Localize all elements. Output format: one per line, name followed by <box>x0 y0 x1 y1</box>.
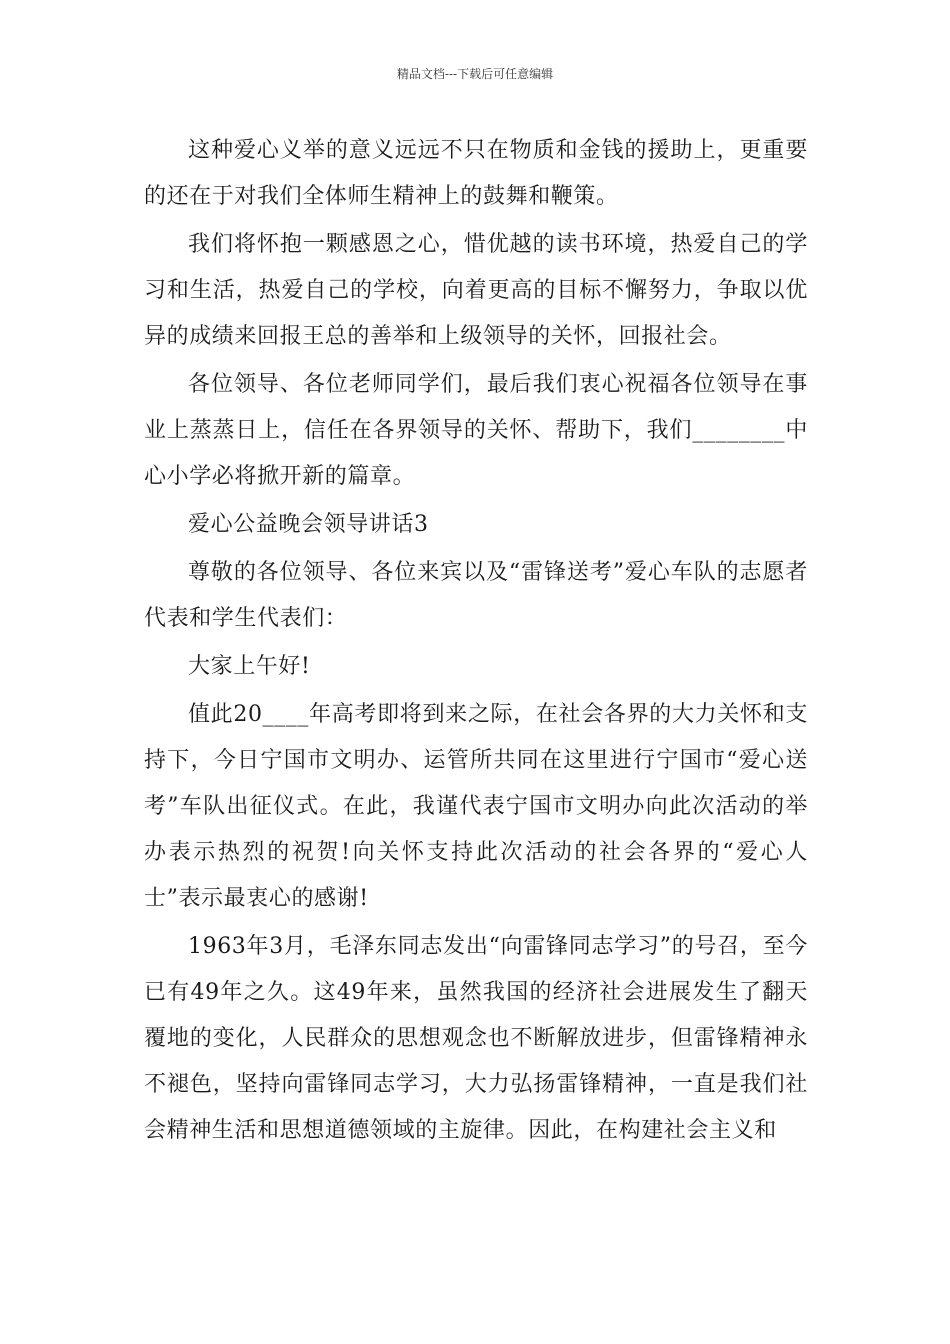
paragraph: 值此20____年高考即将到来之际，在社会各界的大力关怀和支持下，今日宁国市文明办、运管所共同在这里进行宁国市“爱心送考”车队出征仪式。在此，我谨代表宁国市文明办向此次活动的举办表示热烈的祝贺!向关怀支持此次活动的社会各界的“爱心人士”表示最衷心的感谢! <box>144 702 808 911</box>
paragraph: 1963年3月，毛泽东同志发出“向雷锋同志学习”的号召，至今已有49年之久。这49年来，虽然我国的经济社会进展发生了翻天覆地的变化，人民群众的思想观念也不断解放进步，但雷锋精神永不褪色，坚持向雷锋同志学习，大力弘扬雷锋精神，一直是我们社会精神生活和思想道德领域的主旋律。因此，在构建社会主义和 <box>144 934 808 1143</box>
paragraph: 各位领导、各位老师同学们，最后我们衷心祝福各位领导在事业上蒸蒸日上，信任在各界领导的关怀、帮助下，我们________中心小学必将掀开新的篇章。 <box>144 372 808 489</box>
greeting: 大家上午好! <box>188 654 311 679</box>
paragraph: 这种爱心义举的意义远远不只在物质和金钱的援助上，更重要的还在于对我们全体师生精神上的鼓舞和鞭策。 <box>144 138 808 209</box>
document-body <box>144 128 808 1154</box>
page-header: 精品文档---下载后可任意编辑 <box>396 67 554 81</box>
salutation: 尊敬的各位领导、各位来宾以及“雷锋送考”爱心车队的志愿者代表和学生代表们： <box>144 560 808 631</box>
section-title: 爱心公益晚会领导讲话3 <box>188 512 429 537</box>
paragraph: 我们将怀抱一颗感恩之心，惜优越的读书环境，热爱自己的学习和生活，热爱自己的学校，向着更高的目标不懈努力，争取以优异的成绩来回报王总的善举和上级领导的关怀，回报社会。 <box>144 232 808 349</box>
